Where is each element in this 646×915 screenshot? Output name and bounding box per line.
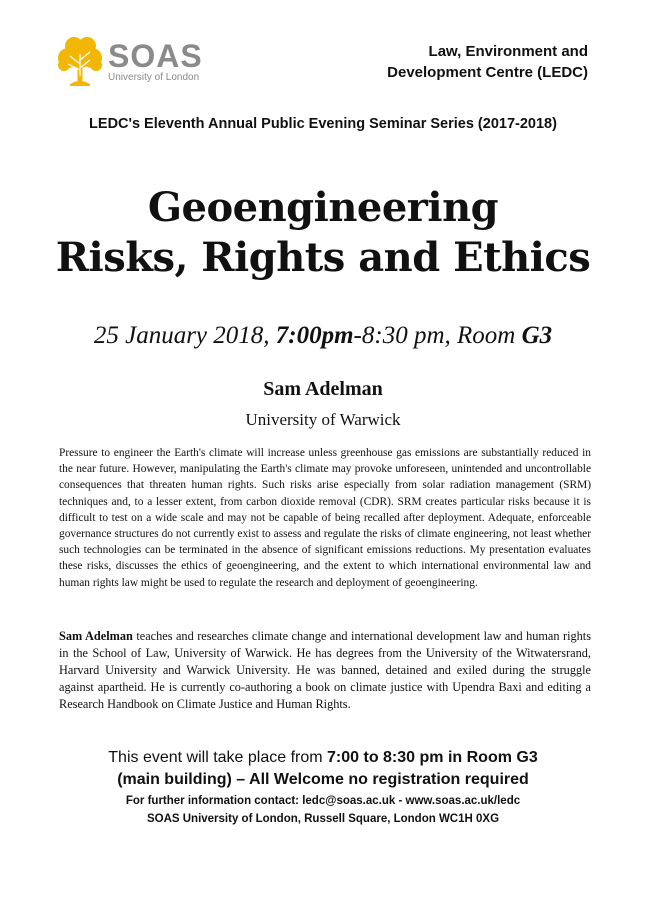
event-info-line-1 bbox=[20, 747, 626, 769]
event-welcome: (main building) – All Welcome no registration required bbox=[117, 771, 529, 788]
speaker-name: Sam Adelman bbox=[263, 378, 383, 400]
tree-icon bbox=[56, 36, 104, 88]
contact-url[interactable]: www.soas.ac.uk/ledc bbox=[405, 795, 521, 807]
event-info bbox=[20, 747, 626, 791]
speaker-affiliation: University of Warwick bbox=[245, 410, 401, 429]
logo-subtitle: University of London bbox=[108, 71, 200, 83]
event-room: G3 bbox=[521, 322, 553, 349]
contact-email[interactable]: ledc@soas.ac.uk bbox=[302, 795, 396, 807]
seminar-series-heading: LEDC's Eleventh Annual Public Evening Seminar Series (2017-2018) bbox=[89, 116, 557, 132]
abstract-paragraph: Pressure to engineer the Earth's climate will increase unless greenhouse gas emissions are substantially reduced in the near future. However, manipulating the Earth's climate may provoke unforeseen, unintended and uncontrollable consequences that threaten human rights. Such risks arise especially from solar radiation management (SRM) techniques and, to a lesser extent, from carbon dioxide removal (CDR). SRM creates particular risks because it is difficult to test on a wide scale and may not be capable of being recalled after deployment. Adequate, enforceable governance structures do not currently exist to assess and regulate the risks of climate engineering, not least whether such technologies can be terminated in the absence of significant emissions reductions. My presentation evaluates these risks, discusses the ethics of geoengineering, and the extent to which international environmental law and human rights law might be used to regulate the research and deployment of geoengineering. bbox=[59, 447, 591, 589]
centre-line-1: Law, Environment and bbox=[428, 43, 588, 60]
bio-paragraph bbox=[59, 628, 591, 713]
event-intro: This event will take place from bbox=[108, 749, 328, 766]
event-date: 25 January 2018, bbox=[93, 322, 276, 349]
title-line-1: Geoengineering bbox=[147, 184, 499, 231]
contact-line bbox=[20, 793, 626, 809]
event-date-line bbox=[10, 320, 636, 352]
contact-label: For further information contact: bbox=[125, 795, 303, 807]
centre-line-2: Development Centre (LEDC) bbox=[387, 64, 588, 81]
event-start-time: 7:00pm bbox=[275, 322, 354, 349]
event-details: 7:00 to 8:30 pm in Room G3 bbox=[327, 749, 538, 766]
address-line: SOAS University of London, Russell Square, London WC1H 0XG bbox=[146, 813, 500, 825]
contact-separator: - bbox=[395, 795, 406, 807]
soas-logo bbox=[56, 36, 203, 88]
centre-name bbox=[387, 41, 588, 83]
bio-name: Sam Adelman bbox=[59, 629, 133, 643]
logo-name: SOAS bbox=[108, 37, 203, 74]
event-end-time: -8:30 pm, Room bbox=[353, 322, 522, 349]
event-info-line-2 bbox=[20, 769, 626, 791]
title-line-2: Risks, Rights and Ethics bbox=[55, 234, 591, 281]
bio-text: teaches and researches climate change and international development law and human rights in the School of Law, University of Warwick. He has degrees from the University of the Witwatersrand, Harvard University and Warwick University. He was banned, detained and exiled during the struggle against apartheid. He is currently co-authoring a book on climate justice with Upendra Baxi and editing a Research Handbook on Climate Justice and Human Rights. bbox=[59, 629, 592, 711]
page-title bbox=[20, 183, 626, 283]
